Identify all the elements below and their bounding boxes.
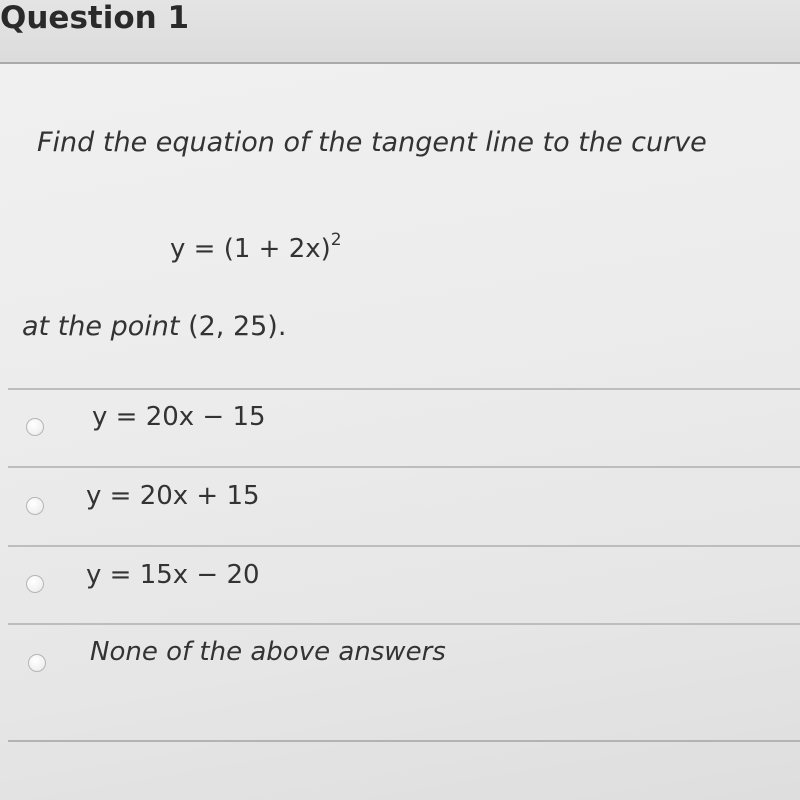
answer-option-3[interactable]	[8, 547, 800, 623]
question-prompt: Find the equation of the tangent line to the curve	[37, 127, 707, 158]
radio-button-4[interactable]	[28, 654, 46, 672]
answer-option-2-label: y = 20x + 15	[86, 481, 260, 511]
point-value: (2, 25).	[188, 311, 287, 342]
radio-button-3[interactable]	[26, 575, 44, 593]
answer-option-1-label: y = 20x − 15	[92, 402, 266, 432]
question-point	[22, 307, 286, 347]
question-title: Question 1	[0, 0, 190, 36]
point-prefix: at the point	[22, 311, 189, 342]
question-equation	[170, 220, 342, 269]
answer-option-4-label: None of the above answers	[90, 637, 446, 667]
answer-option-2[interactable]	[8, 468, 800, 544]
options-bottom-divider	[8, 740, 800, 742]
radio-button-2[interactable]	[26, 497, 44, 515]
answer-option-1[interactable]	[8, 390, 800, 466]
equation-exponent: 2	[330, 230, 342, 250]
answer-option-3-label: y = 15x − 20	[86, 560, 260, 590]
header-divider	[0, 62, 800, 64]
radio-button-1[interactable]	[26, 418, 44, 436]
answer-option-4[interactable]	[8, 625, 800, 701]
equation-base: y = (1 + 2x)	[170, 234, 331, 264]
question-header	[0, 0, 800, 62]
